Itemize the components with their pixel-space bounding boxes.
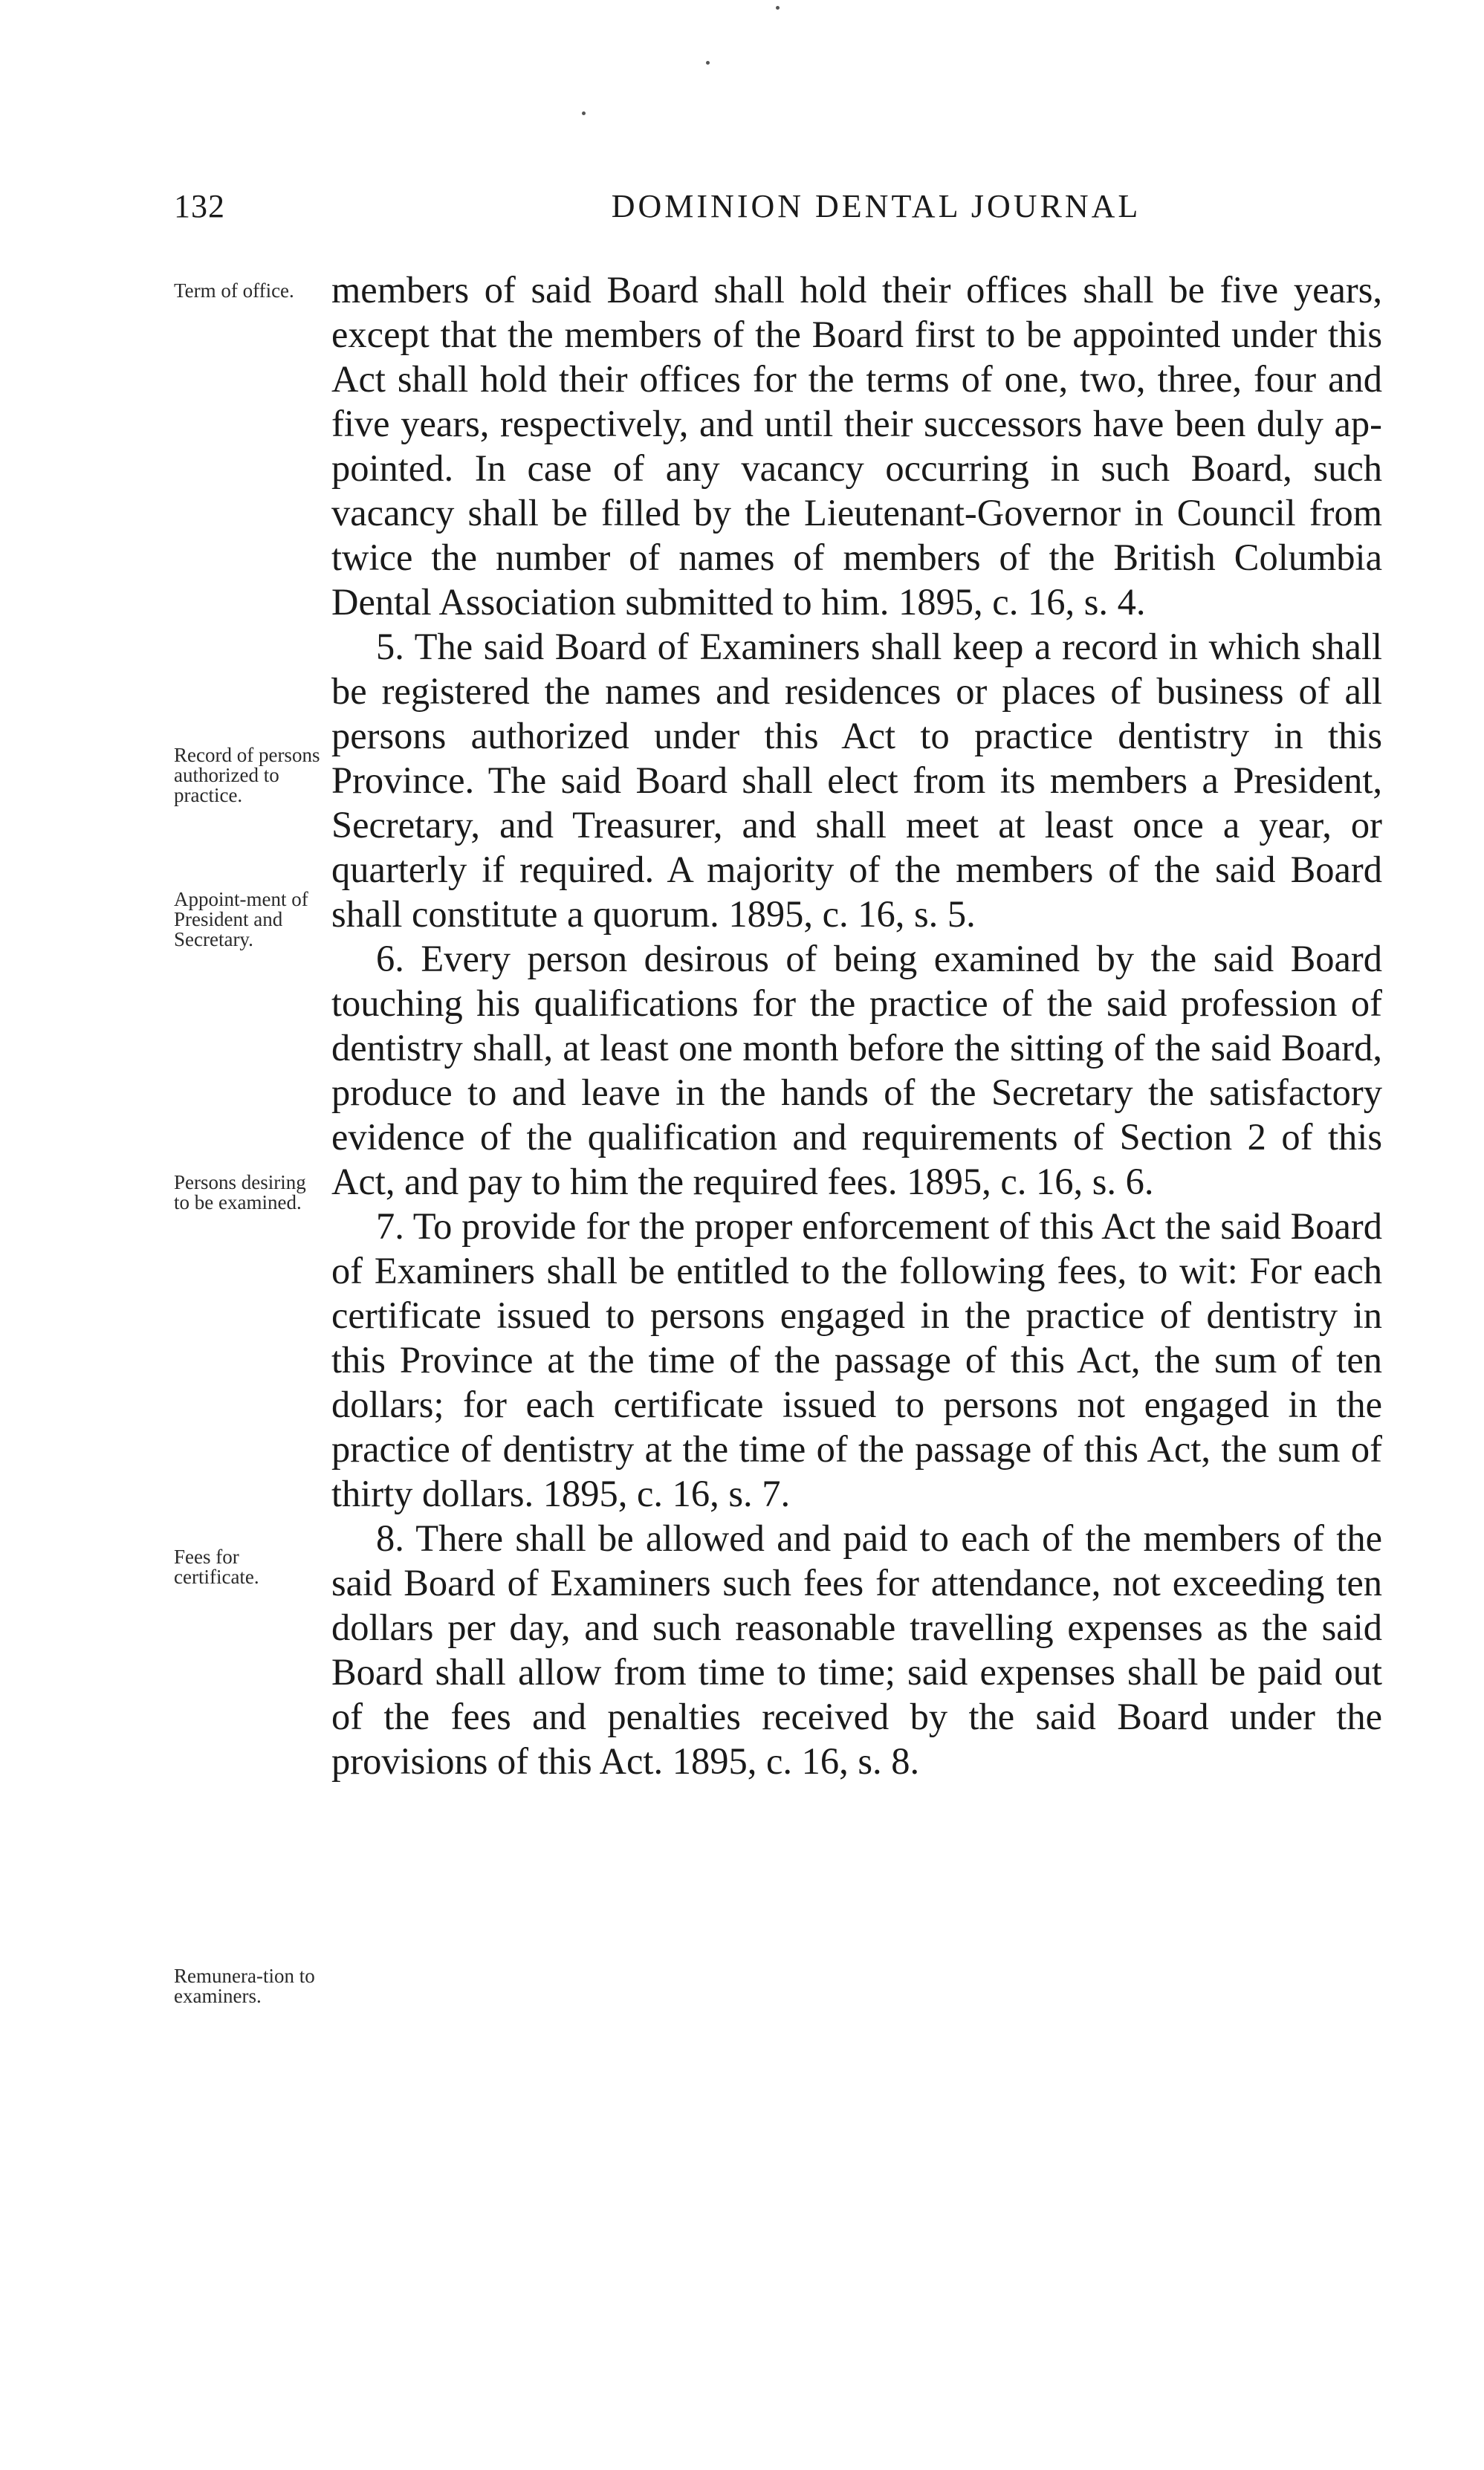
paragraph-section-8: 8. There shall be allowed and paid to each of the members of the said Board of Examiners such fees for attendance, not exceeding ten dollars per day, and such reasonable travelling expenses as the said Board shall allow from time to time; said expenses shall be paid out of the fees and penalties received by the said Board under the provisions of this Act. 1895, c. 16, s. 8. — [331, 1517, 1382, 1782]
page-header — [174, 187, 1378, 239]
margin-note-term-of-office: Term of office. — [174, 279, 294, 302]
decorative-dot — [582, 111, 586, 115]
margin-note-remuneration-to-examiners: Remunera-tion to examiners. — [174, 1965, 315, 2007]
margin-note-record-of-persons: Record of persons authorized to practice. — [174, 744, 320, 806]
paragraph-section-7: 7. To provide for the proper enforcement of this Act the said Board of Examiners shall be entitled to the following fees, to wit: For each certificate issued to persons engaged in the practice of dentistry in this Province at the time of the passage of this Act, the sum of ten dollars; for each certificate issued to persons not engaged in the practice of dentistry at the time of the passage of this Act, the sum of thirty dollars. 1895, c. 16, s. 7. — [331, 1205, 1382, 1514]
paragraph-section-4-continued: members of said Board shall hold their offices shall be five years, except that the members of the Board first to be appointed under this Act shall hold their offices for the terms of one, two, three, four and five years, respectively, and until their successors have been duly appointed. In case of any vacancy occurring in such Board, such vacancy shall be filled by the Lieutenant-Governor in Council from twice the number of names of members of the British Columbia Dental Association submitted to him. 1895, c. 16, s. 4. — [331, 269, 1382, 623]
decorative-dot — [776, 6, 780, 10]
margin-note-fees-for-certificate: Fees for certificate. — [174, 1546, 259, 1588]
decorative-dot — [706, 61, 710, 65]
margin-note-appointment-of-president: Appoint-ment of President and Secretary. — [174, 888, 308, 950]
page-number: 132 — [174, 188, 225, 224]
margin-note-persons-desiring-examination: Persons desiring to be examined. — [174, 1171, 306, 1213]
running-title: DOMINION DENTAL JOURNAL — [611, 188, 1141, 224]
paragraph-section-6: 6. Every person desirous of being examined by the said Board touching his qualifications for the practice of the said profession of dentistry shall, at least one month before the sitting of the said Board, produce to and leave in the hands of the Secretary the satisfactory evidence of the qualification and requirements of Section 2 of this Act, and pay to him the required fees. 1895, c. 16, s. 6. — [331, 938, 1382, 1202]
body-text — [331, 268, 1382, 1783]
paragraph-section-5: 5. The said Board of Examiners shall keep a record in which shall be registered the names and residences or places of business of all persons authorized under this Act to practice dentistry in this Province. The said Board shall elect from its members a President, Secretary, and Treasurer, and shall meet at least once a year, or quarterly if required. A majority of the members of the said Board shall constitute a quorum. 1895, c. 16, s. 5. — [331, 626, 1382, 935]
